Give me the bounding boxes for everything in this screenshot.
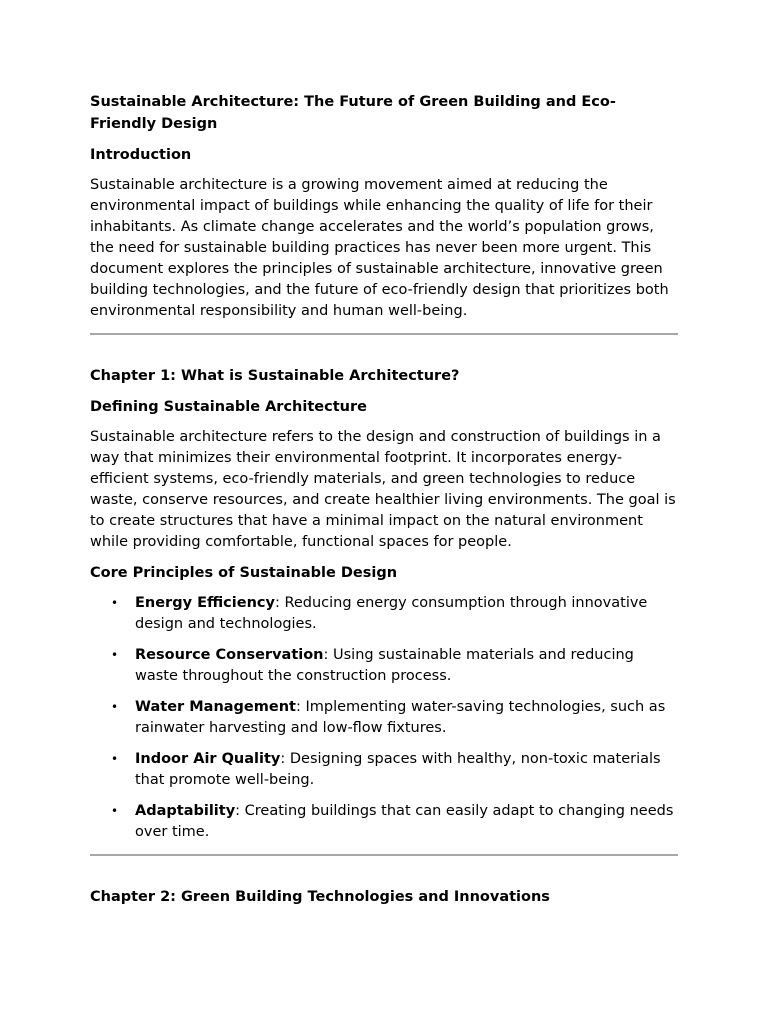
list-item xyxy=(90,801,678,843)
list-item xyxy=(90,697,678,739)
chapter-1-title: Chapter 1: What is Sustainable Architecture? xyxy=(90,368,460,384)
principle-term: Energy Efficiency xyxy=(135,595,275,611)
list-item xyxy=(90,749,678,791)
principle-desc: : Using sustainable materials and reducing waste throughout the construction process. xyxy=(135,647,634,684)
principle-term: Water Management xyxy=(135,699,296,715)
chapter-2-title: Chapter 2: Green Building Technologies and Innovations xyxy=(90,889,550,905)
principle-desc: : Creating buildings that can easily adapt to changing needs over time. xyxy=(135,803,674,840)
section-divider xyxy=(90,333,678,335)
principles-heading: Core Principles of Sustainable Design xyxy=(90,565,398,581)
principle-desc: : Designing spaces with healthy, non-toxic materials that promote well-being. xyxy=(135,751,661,788)
principle-term: Indoor Air Quality xyxy=(135,751,281,767)
bullet-icon: • xyxy=(111,596,119,610)
principles-list xyxy=(90,593,678,843)
defining-paragraph: Sustainable architecture refers to the design and construction of buildings in a way that minimizes their environmental footprint. It incorporates energy-efficient systems, eco-friendly materials, and green technologies to reduce waste, conserve resources, and create healthier living environments. The goal is to create structures that have a minimal impact on the natural environment while providing comfortable, functional spaces for people. xyxy=(90,429,676,550)
intro-paragraph: Sustainable architecture is a growing movement aimed at reducing the environmental impact of buildings while enhancing the quality of life for their inhabitants. As climate change accelerates and the world’s population grows, the need for sustainable building practices has never been more urgent. This document explores the principles of sustainable architecture, innovative green building technologies, and the future of eco-friendly design that prioritizes both environmental responsibility and human well-being. xyxy=(90,177,669,319)
principle-term: Adaptability xyxy=(135,803,236,819)
intro-heading: Introduction xyxy=(90,147,192,163)
bullet-icon: • xyxy=(111,700,119,714)
principle-desc: : Implementing water-saving technologies, such as rainwater harvesting and low-flow fixtures. xyxy=(135,699,666,736)
section-divider xyxy=(90,854,678,856)
bullet-icon: • xyxy=(111,804,119,818)
bullet-icon: • xyxy=(111,752,119,766)
list-item xyxy=(90,645,678,687)
list-item xyxy=(90,593,678,635)
principle-term: Resource Conservation xyxy=(135,647,324,663)
bullet-icon: • xyxy=(111,648,119,662)
document-title: Sustainable Architecture: The Future of Green Building and Eco-Friendly Design xyxy=(90,94,616,132)
defining-heading: Defining Sustainable Architecture xyxy=(90,399,367,415)
principle-desc: : Reducing energy consumption through innovative design and technologies. xyxy=(135,595,648,632)
